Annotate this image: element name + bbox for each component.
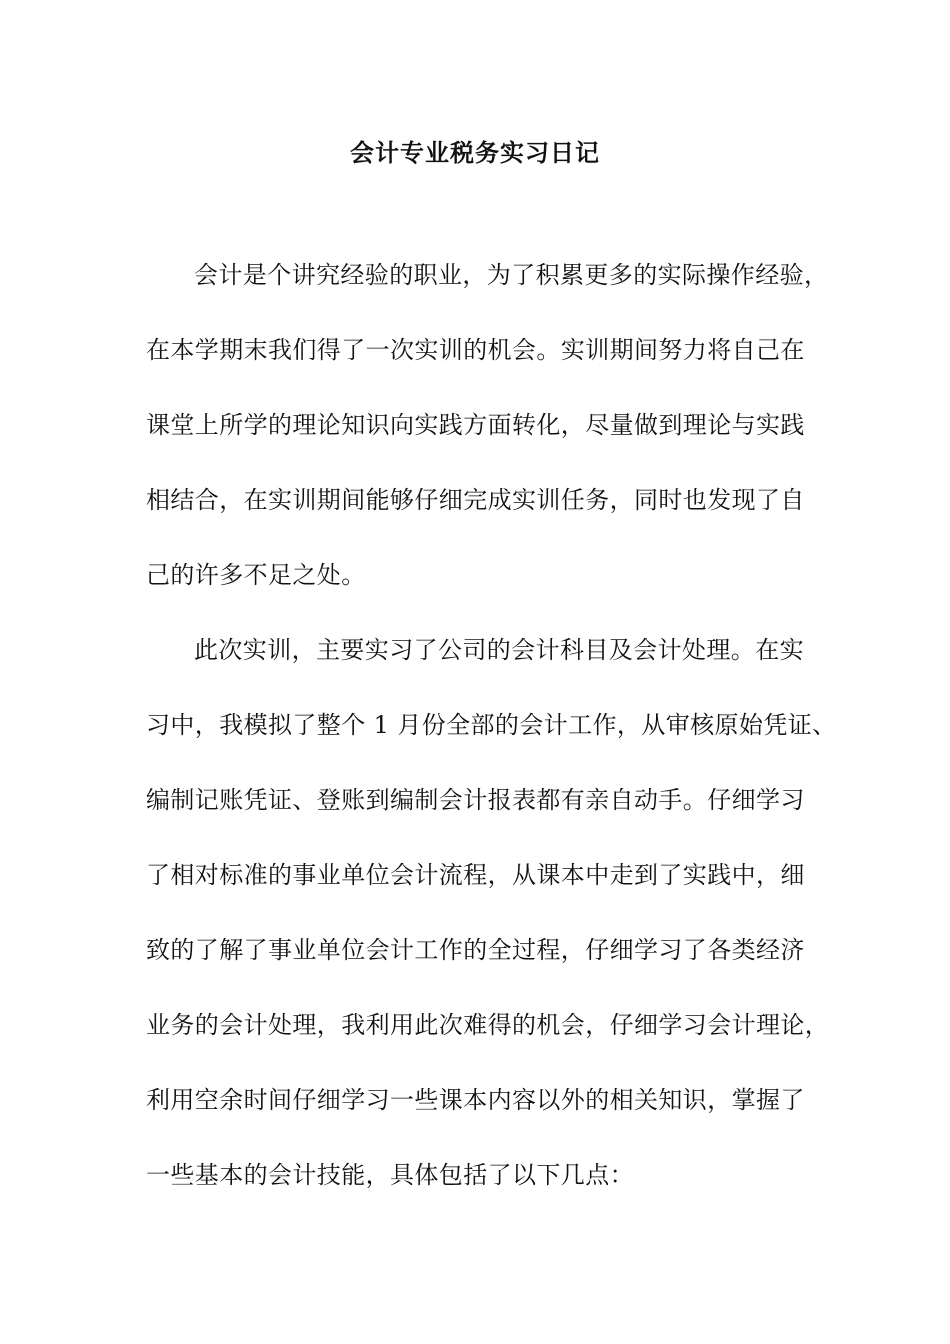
document-title: 会计专业税务实习日记 xyxy=(350,139,600,167)
paragraph-1-line-1: 会计是个讲究经验的职业，为了积累更多的实际操作经验， xyxy=(194,261,829,289)
paragraph-2-line-4: 了相对标准的事业单位会计流程，从课本中走到了实践中，细 xyxy=(146,861,805,889)
paragraph-2-line-6: 业务的会计处理，我利用此次难得的机会，仔细学习会计理论， xyxy=(146,1011,830,1039)
paragraph-1-line-2: 在本学期末我们得了一次实训的机会。实训期间努力将自己在 xyxy=(146,336,805,364)
paragraph-2-line-1: 此次实训，主要实习了公司的会计科目及会计处理。在实 xyxy=(194,636,804,664)
paragraph-1-line-3: 课堂上所学的理论知识向实践方面转化，尽量做到理论与实践 xyxy=(146,411,805,439)
document-body xyxy=(146,258,836,1233)
paragraph-1-line-4: 相结合，在实训期间能够仔细完成实训任务，同时也发现了自 xyxy=(146,486,805,514)
paragraph-2-line-3: 编制记账凭证、登账到编制会计报表都有亲自动手。仔细学习 xyxy=(146,786,805,814)
paragraph-2-line-8: 一些基本的会计技能，具体包括了以下几点： xyxy=(146,1161,634,1189)
paragraph-1-line-5: 己的许多不足之处。 xyxy=(146,561,366,589)
paragraph-2-line-2: 习中，我模拟了整个 1 月份全部的会计工作，从审核原始凭证、 xyxy=(146,711,837,739)
paragraph-2-line-7: 利用空余时间仔细学习一些课本内容以外的相关知识，掌握了 xyxy=(146,1086,805,1114)
paragraph-2-line-5: 致的了解了事业单位会计工作的全过程，仔细学习了各类经济 xyxy=(146,936,805,964)
